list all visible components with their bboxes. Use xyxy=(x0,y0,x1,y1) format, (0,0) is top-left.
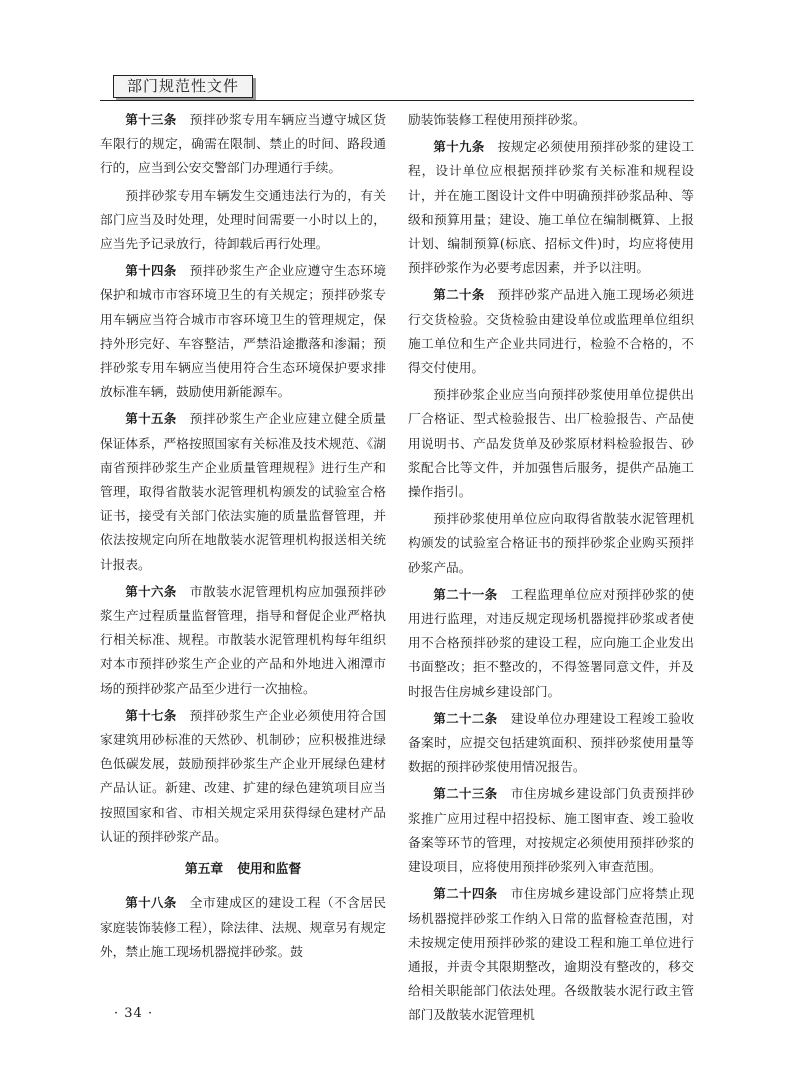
article-text: 市散装水泥管理机构应加强预拌砂浆生产过程质量监督管理，指导和督促企业严格执行相关标准、规程。市散装水泥管理机构每年组织对本市预拌砂浆生产企业的产品和外地进入湘潭市场的预拌砂浆产品至少进行一次抽检。 xyxy=(100,583,387,696)
article-text: 预拌砂浆生产企业应遵守生态环境保护和城市市容环境卫生的有关规定；预拌砂浆专用车辆应当符合城市市容环境卫生的管理规定，保持外形完好、车容整洁，严禁沿途撒落和渗漏；预拌砂浆专用车辆应当使用符合生态环境保护要求排放标准车辆，鼓励使用新能源车。 xyxy=(100,263,387,400)
article-text: 建设单位办理建设工程竣工验收备案时，应提交包括建筑面积、预拌砂浆使用量等数据的预拌砂浆使用情况报告。 xyxy=(408,710,695,775)
paragraph xyxy=(100,407,386,576)
article-text: 工程监理单位应对预拌砂浆的使用进行监理，对违反规定现场机器搅拌砂浆或者使用不合格预拌砂浆的建设工程，应向施工企业发出书面整改；拒不整改的，不得签署同意文件，并及时报告住房城乡建设部门。 xyxy=(408,586,695,699)
article-number: 第十五条 xyxy=(125,411,177,427)
article-text: 预拌砂浆专用车辆应当遵守城区货车限行的规定，确需在限制、禁止的时间、路段通行的，应当到公安交警部门办理通行手续。 xyxy=(100,112,387,176)
section-label: 部门规范性文件 xyxy=(126,77,239,95)
section-label-box xyxy=(113,75,253,98)
paragraph xyxy=(408,583,694,704)
article-text: 全市建成区的建设工程（不含居民家庭装饰装修工程），除法律、法规、规章另有规定外，禁止施工现场机器搅拌砂浆。鼓 xyxy=(100,895,387,959)
paragraph xyxy=(100,259,386,404)
paragraph xyxy=(408,135,694,280)
paragraph-text: 励装饰装修工程使用预拌砂浆。 xyxy=(408,112,586,127)
article-number: 第十九条 xyxy=(433,139,485,155)
article-text: 市住房城乡建设部门应将禁止现场机器搅拌砂浆工作纳入日常的监督检查范围，对未按规定使用预拌砂浆的建设工程和施工单位进行通报，并责令其限期整改，逾期没有整改的，移交给相关职能部门依法处理。各级散装水泥行政主管部门及散装水泥管理机 xyxy=(408,886,695,1023)
paragraph-text: 预拌砂浆使用单位应向取得省散装水泥管理机构颁发的试验室合格证书的预拌砂浆企业购买预拌砂浆产品。 xyxy=(408,511,694,575)
paragraph xyxy=(408,882,694,1027)
article-text: 预拌砂浆生产企业必须使用符合国家建筑用砂标准的天然砂、机制砂；应积极推进绿色低碳发展，鼓励预拌砂浆生产企业开展绿色建材产品认证。新建、改建、扩建的绿色建筑项目应当按照国家和省、市相关规定采用获得绿色建材产品认证的预拌砂浆产品。 xyxy=(100,707,387,844)
article-text: 市住房城乡建设部门负责预拌砂浆推广应用过程中招投标、施工图审查、竣工验收备案等环节的管理，对按规定必须使用预拌砂浆的建设项目，应将使用预拌砂浆列入审查范围。 xyxy=(408,786,695,875)
paragraph-continued xyxy=(408,108,694,132)
chapter-title: 使用和监督 xyxy=(237,862,302,878)
article-number: 第十六条 xyxy=(125,583,177,599)
chapter-heading xyxy=(100,858,386,882)
paragraph xyxy=(408,383,694,504)
article-number: 第十七条 xyxy=(125,707,177,723)
article-number: 第十三条 xyxy=(125,112,177,127)
left-column xyxy=(100,108,386,967)
article-number: 第十四条 xyxy=(125,263,177,279)
article-number: 第二十三条 xyxy=(433,786,498,802)
article-number: 第二十一条 xyxy=(433,586,498,602)
paragraph xyxy=(100,580,386,701)
right-column xyxy=(408,108,694,1031)
paragraph xyxy=(408,782,694,879)
paragraph xyxy=(100,184,386,257)
paragraph xyxy=(408,707,694,780)
paragraph xyxy=(100,891,386,964)
article-number: 第二十条 xyxy=(433,287,485,303)
article-text: 预拌砂浆生产企业应建立健全质量保证体系，严格按照国家有关标准及技术规范、《湖南省预拌砂浆生产企业质量管理规程》进行生产和管理，取得省散装水泥管理机构颁发的试验室合格证书，接受有关部门依法实施的质量监督管理，并依法按规定向所在地散装水泥管理机构报送相关统计报表。 xyxy=(100,411,387,572)
paragraph xyxy=(408,507,694,580)
article-number: 第二十四条 xyxy=(433,886,498,902)
paragraph xyxy=(100,704,386,849)
paragraph xyxy=(408,283,694,380)
header-rule xyxy=(100,100,694,101)
chapter-number: 第五章 xyxy=(184,862,224,878)
article-number: 第十八条 xyxy=(125,895,177,911)
article-text: 按规定必须使用预拌砂浆的建设工程，设计单位应根据预拌砂浆有关标准和规程设计，并在施工图设计文件中明确预拌砂浆品种、等级和预算用量；建设、施工单位在编制概算、上报计划、编制预算(标底、招标文件)时，均应将使用预拌砂浆作为必要考虑因素，并予以注明。 xyxy=(408,139,695,276)
article-text: 预拌砂浆产品进入施工现场必须进行交货检验。交货检验由建设单位或监理单位组织施工单位和生产企业共同进行，检验不合格的，不得交付使用。 xyxy=(408,287,695,376)
page-number: · 34 · xyxy=(114,1006,154,1021)
article-number: 第二十二条 xyxy=(433,710,498,726)
paragraph-text: 预拌砂浆专用车辆发生交通违法行为的，有关部门应当及时处理，处理时间需要一小时以上的，应当先予记录放行，待卸载后再行处理。 xyxy=(100,187,386,252)
paragraph-text: 预拌砂浆企业应当向预拌砂浆使用单位提供出厂合格证、型式检验报告、出厂检验报告、产品使用说明书、产品发货单及砂浆原材料检验报告、砂浆配合比等文件，并加强售后服务，提供产品施工操作指引。 xyxy=(408,387,694,500)
paragraph xyxy=(100,108,386,181)
